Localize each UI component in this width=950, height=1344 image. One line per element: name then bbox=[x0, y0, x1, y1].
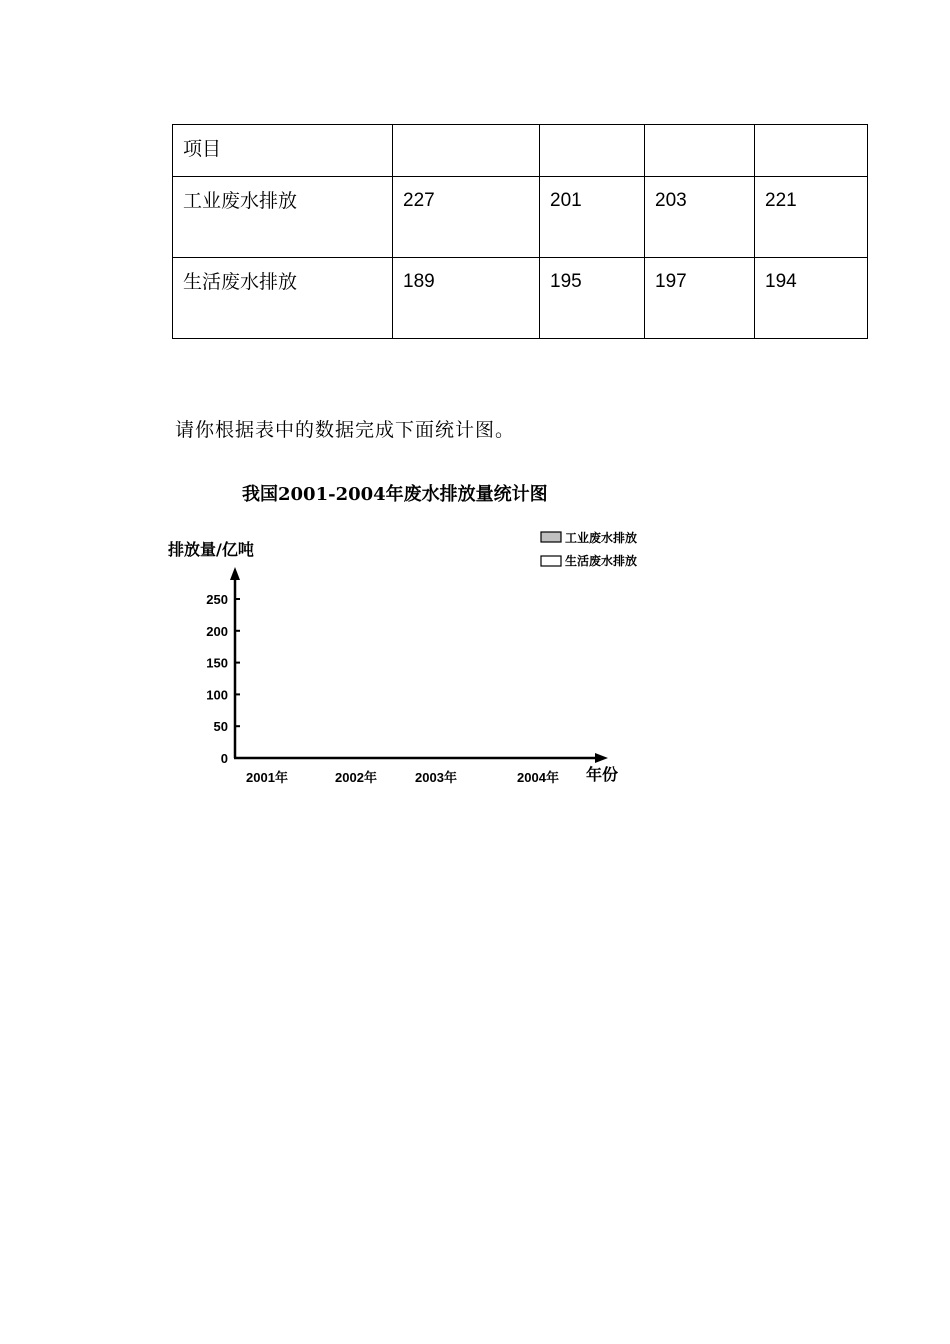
y-axis-arrow-icon bbox=[230, 567, 240, 580]
y-tick-label: 100 bbox=[206, 687, 228, 703]
row-label: 工业废水排放 bbox=[173, 177, 393, 258]
header-cell bbox=[540, 125, 645, 177]
instruction-text: 请你根据表中的数据完成下面统计图。 bbox=[175, 419, 516, 441]
header-cell-item: 项目 bbox=[173, 125, 393, 177]
table-cell: 189 bbox=[393, 258, 540, 339]
y-tick-label: 0 bbox=[220, 751, 228, 766]
header-cell bbox=[755, 125, 868, 177]
y-axis-label: 排放量/亿吨 bbox=[168, 540, 254, 559]
bar-chart bbox=[0, 470, 950, 810]
table-cell: 197 bbox=[645, 258, 755, 339]
header-cell bbox=[645, 125, 755, 177]
header-cell bbox=[393, 125, 540, 177]
emissions-table bbox=[172, 124, 868, 339]
x-axis-label: 年份 bbox=[586, 765, 619, 784]
x-ticks bbox=[246, 770, 559, 785]
x-axis bbox=[234, 753, 608, 763]
y-tick-label: 50 bbox=[213, 719, 228, 735]
table-cell: 203 bbox=[645, 177, 755, 258]
y-tick-label: 200 bbox=[206, 623, 228, 639]
table-cell: 227 bbox=[393, 177, 540, 258]
legend-label-domestic: 生活废水排放 bbox=[565, 554, 638, 568]
row-label: 生活废水排放 bbox=[173, 258, 393, 339]
chart-title: 我国2001-2004年废水排放量统计图 bbox=[242, 484, 548, 505]
legend bbox=[541, 530, 637, 568]
legend-swatch-industrial bbox=[541, 532, 561, 542]
table-cell: 201 bbox=[540, 177, 645, 258]
legend-label-industrial: 工业废水排放 bbox=[565, 531, 638, 545]
x-tick-label: 2001年 bbox=[246, 770, 288, 785]
legend-swatch-domestic bbox=[541, 556, 561, 566]
x-axis-arrow-icon bbox=[595, 753, 608, 763]
table-cell: 221 bbox=[755, 177, 868, 258]
table-row-domestic bbox=[173, 258, 868, 339]
table-cell: 195 bbox=[540, 258, 645, 339]
y-tick-label: 250 bbox=[206, 592, 228, 607]
y-tick-label: 150 bbox=[206, 655, 228, 671]
table-row-industrial bbox=[173, 177, 868, 258]
x-tick-label: 2003年 bbox=[415, 770, 457, 785]
x-tick-label: 2002年 bbox=[335, 770, 377, 785]
table-cell: 194 bbox=[755, 258, 868, 339]
x-tick-label: 2004年 bbox=[517, 770, 559, 785]
table-header-row bbox=[173, 125, 868, 177]
